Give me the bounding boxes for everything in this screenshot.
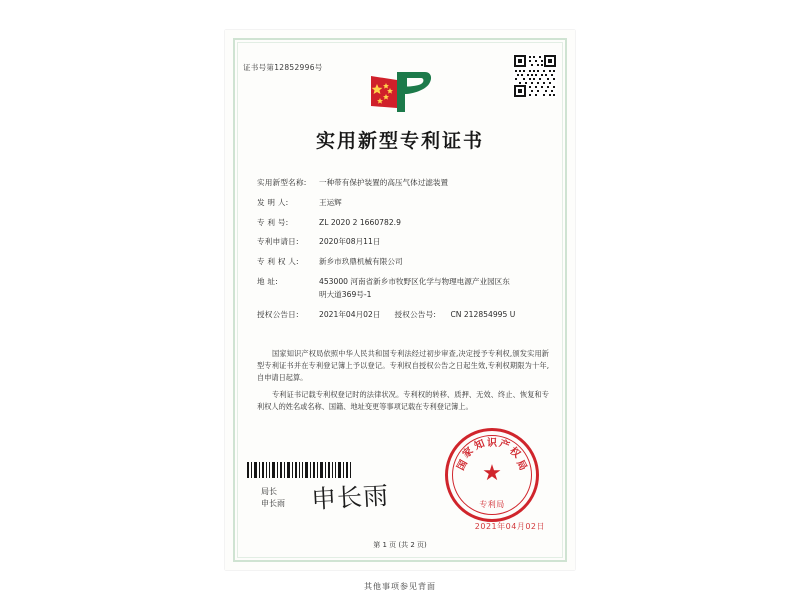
field-label: 专利申请日: <box>257 237 299 247</box>
legal-paragraph-1: 国家知识产权局依照中华人民共和国专利法经过初步审查,决定授予专利权,颁发实用新型专利证书并在专利登记簿上予以登记。专利权自授权公告之日起生效,专利权期限为十年,自申请日起算。 <box>257 349 549 383</box>
field-row-patent-number <box>257 218 549 228</box>
seal-char: 局 <box>514 458 529 473</box>
logo-svg <box>367 68 433 116</box>
field-label: 发 明 人: <box>257 197 289 207</box>
field-label: 专 利 权 人: <box>257 257 299 266</box>
director-block <box>261 486 285 510</box>
grant-date-label: 授权公告日: <box>257 309 299 319</box>
field-row-inventor <box>257 198 549 208</box>
handwritten-signature: 申长雨 <box>310 480 390 515</box>
page-indicator: 第 1 页 (共 2 页) <box>373 541 427 549</box>
address-line-2: 明大道369号-1 <box>319 290 372 299</box>
field-row-address <box>257 277 549 301</box>
cnipa-logo-icon <box>367 68 433 116</box>
grant-number-group <box>394 310 515 320</box>
seal-bottom-text: 专利局 <box>479 500 505 509</box>
field-value: 一种带有保护装置的高压气体过滤装置 <box>319 178 449 187</box>
field-row-grant <box>257 310 549 320</box>
seal-star-icon: ★ <box>482 460 502 486</box>
certificate-number: 证书号第12852996号 <box>243 63 323 72</box>
seal-char: 知 <box>473 438 487 453</box>
field-value: 新乡市玖鼎机械有限公司 <box>319 257 403 266</box>
barcode-svg <box>247 462 351 478</box>
address-line-1: 453000 河南省新乡市牧野区化学与物理电源产业园区东 <box>319 276 510 286</box>
field-label: 实用新型名称: <box>257 178 307 187</box>
footnote: 其他事项参见背面 <box>364 582 436 591</box>
field-value: 2020年08月11日 <box>319 237 381 247</box>
patent-certificate-page <box>225 30 575 570</box>
qr-code-svg <box>513 54 557 98</box>
seal-char: 国 <box>455 458 470 473</box>
barcode <box>247 462 351 478</box>
field-value: ZL 2020 2 1660782.9 <box>319 217 401 227</box>
official-seal <box>445 428 539 522</box>
field-value <box>319 277 549 301</box>
page-title: 实用新型专利证书 <box>315 130 484 152</box>
director-title: 局长 <box>261 487 277 496</box>
grant-date-value: 2021年04月02日 <box>319 309 381 319</box>
seal-char: 家 <box>460 445 476 461</box>
field-value: 王运辉 <box>319 197 342 207</box>
field-row-application-date <box>257 237 549 247</box>
seal-date: 2021年04月02日 <box>474 522 545 531</box>
field-row-utility-model-name <box>257 178 549 188</box>
grant-number-label: 授权公告号: <box>394 309 437 319</box>
field-list <box>257 178 549 330</box>
qr-code <box>513 54 557 98</box>
legal-text <box>257 348 549 417</box>
field-label: 地 址: <box>257 276 278 286</box>
director-name: 申长雨 <box>261 499 285 508</box>
seal-char: 权 <box>507 445 523 461</box>
field-row-patentee <box>257 257 549 267</box>
grant-number-value: CN 212854995 U <box>450 309 516 319</box>
legal-paragraph-2: 专利证书记载专利权登记时的法律状况。专利权的转移、质押、无效、终止、恢复和专利权人的姓名或名称、国籍、地址变更等事项记载在专利登记簿上。 <box>257 389 549 411</box>
field-label: 专 利 号: <box>257 217 289 227</box>
seal-char: 产 <box>497 438 511 453</box>
seal-char: 识 <box>487 438 497 449</box>
